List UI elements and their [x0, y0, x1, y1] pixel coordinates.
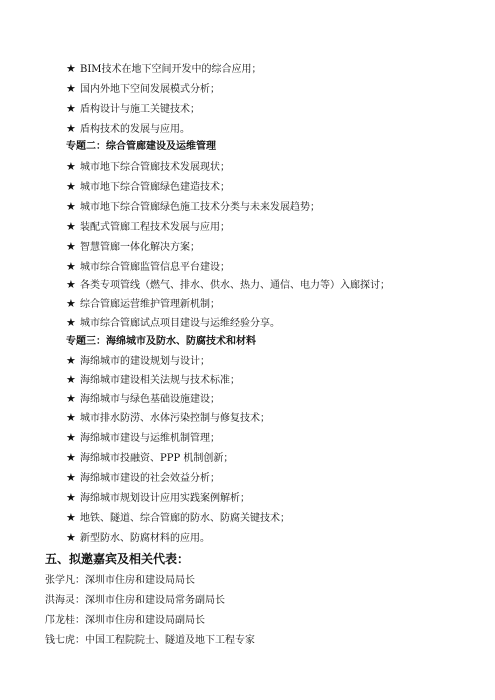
star-bullet-icon: ★	[66, 531, 76, 544]
list-item: ★ 各类专项管线（燃气、排水、供水、热力、通信、电力等）入廊探讨；	[66, 278, 390, 291]
list-item: ★ 海绵城市规划设计应用实践案例解析；	[66, 491, 250, 504]
star-bullet-icon: ★	[66, 297, 76, 310]
list-item: ★ 装配式管廊工程技术发展与应用；	[66, 220, 230, 233]
star-bullet-icon: ★	[66, 511, 76, 524]
star-bullet-icon: ★	[66, 122, 76, 135]
list-item: ★ 综合管廊运营维护管理新机制；	[66, 297, 220, 310]
list-item: ★ 城市地下综合管廊绿色建造技术；	[66, 180, 230, 193]
star-bullet-icon: ★	[66, 354, 76, 367]
list-item: ★ BIM技术在地下空间开发中的综合应用；	[66, 62, 262, 75]
star-bullet-icon: ★	[66, 62, 76, 75]
star-bullet-icon: ★	[66, 316, 76, 329]
guest-item: 洪海灵：深圳市住房和建设局常务副局长	[45, 595, 225, 606]
list-item: ★ 城市综合管廊试点项目建设与运维经验分享。	[66, 316, 280, 329]
list-item: ★ 海绵城市与绿色基础设施建设；	[66, 392, 220, 405]
list-item: ★ 海绵城市投融资、PPP 机制创新；	[66, 451, 234, 464]
star-bullet-icon: ★	[66, 431, 76, 444]
star-bullet-icon: ★	[66, 260, 76, 273]
topic3-heading: 专题三：海绵城市及防水、防腐技术和材料	[66, 336, 256, 347]
topic2-heading: 专题二：综合管廊建设及运维管理	[66, 141, 216, 152]
list-item: ★ 城市综合管廊监管信息平台建设；	[66, 260, 230, 273]
list-item: ★ 新型防水、防腐材料的应用。	[66, 531, 210, 544]
guest-item: 钱七虎：中国工程院院士、隧道及地下工程专家	[45, 635, 255, 646]
list-item: ★ 城市地下综合管廊绿色施工技术分类与未来发展趋势；	[66, 200, 320, 213]
section5-heading: 五、拟邀嘉宾及相关代表：	[45, 552, 190, 566]
guest-item: 张学凡：深圳市住房和建设局局长	[45, 575, 195, 586]
star-bullet-icon: ★	[66, 471, 76, 484]
list-item: ★ 智慧管廊一体化解决方案；	[66, 240, 200, 253]
star-bullet-icon: ★	[66, 240, 76, 253]
star-bullet-icon: ★	[66, 451, 76, 464]
list-item: ★ 国内外地下空间发展模式分析；	[66, 82, 220, 95]
list-item: ★ 地铁、隧道、综合管廊的防水、防腐关键技术；	[66, 511, 290, 524]
list-item: ★ 海绵城市的建设规划与设计；	[66, 354, 210, 367]
list-item: ★ 海绵城市建设的社会效益分析；	[66, 471, 220, 484]
star-bullet-icon: ★	[66, 278, 76, 291]
list-item: ★ 城市排水防涝、水体污染控制与修复技术；	[66, 411, 270, 424]
list-item: ★ 海绵城市建设相关法规与技术标准；	[66, 373, 240, 386]
list-item: ★ 盾构技术的发展与应用。	[66, 122, 190, 135]
star-bullet-icon: ★	[66, 411, 76, 424]
star-bullet-icon: ★	[66, 392, 76, 405]
star-bullet-icon: ★	[66, 200, 76, 213]
star-bullet-icon: ★	[66, 160, 76, 173]
star-bullet-icon: ★	[66, 102, 76, 115]
list-item: ★ 城市地下综合管廊技术发展现状；	[66, 160, 230, 173]
star-bullet-icon: ★	[66, 82, 76, 95]
star-bullet-icon: ★	[66, 180, 76, 193]
list-item: ★ 盾构设计与施工关键技术；	[66, 102, 200, 115]
list-item: ★ 海绵城市建设与运维机制管理；	[66, 431, 220, 444]
star-bullet-icon: ★	[66, 373, 76, 386]
guest-item: 邝龙桂：深圳市住房和建设局副局长	[45, 615, 205, 626]
star-bullet-icon: ★	[66, 220, 76, 233]
star-bullet-icon: ★	[66, 491, 76, 504]
